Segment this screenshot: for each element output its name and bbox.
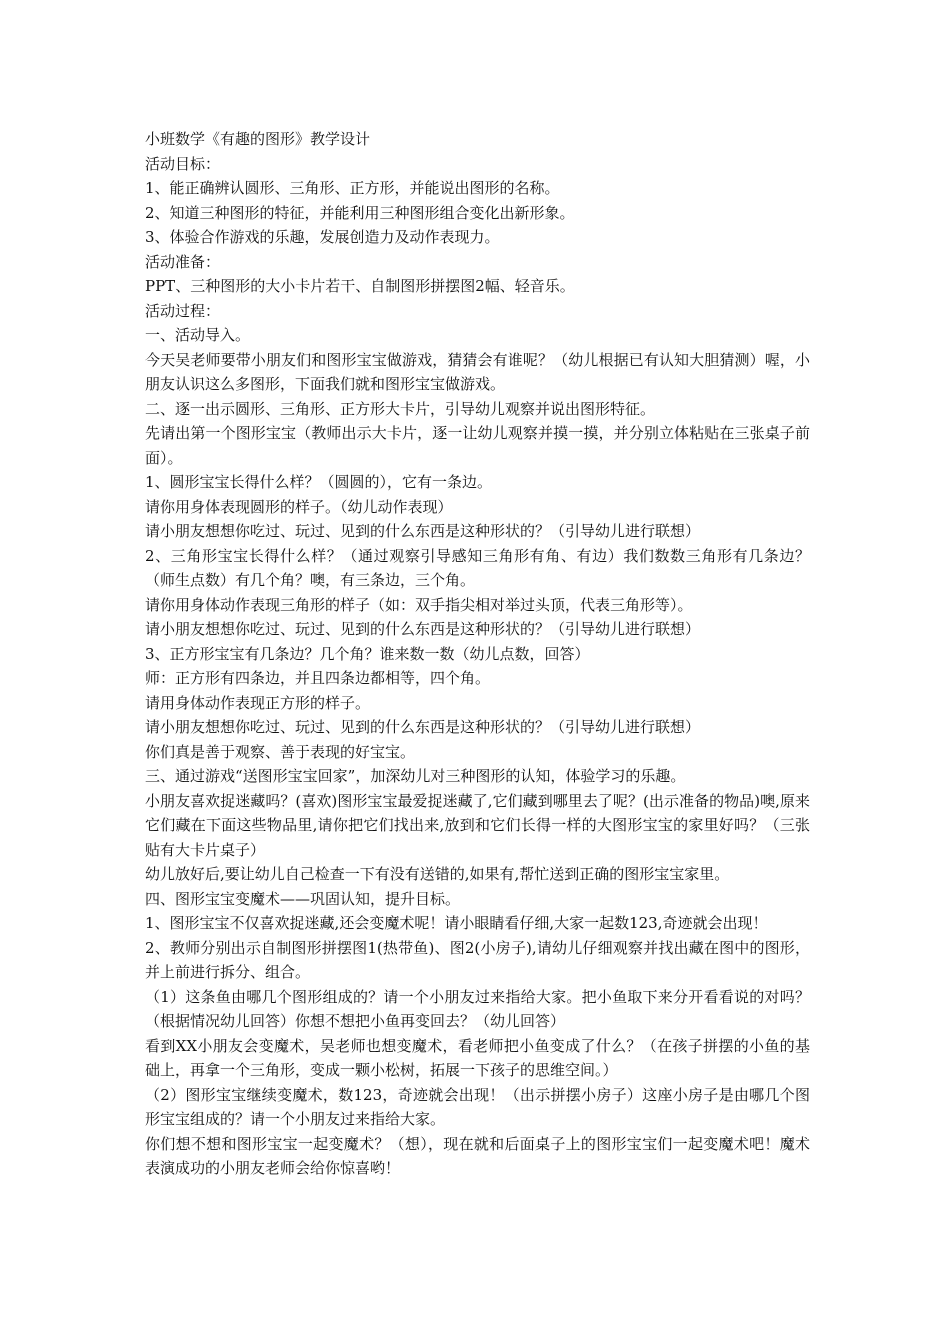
- paragraph: 请小朋友想想你吃过、玩过、见到的什么东西是这种形状的？（引导幼儿进行联想）: [145, 620, 701, 638]
- document-body: [145, 127, 810, 1181]
- goal-item: 2、知道三种图形的特征，并能利用三种图形组合变化出新形象。: [145, 203, 575, 222]
- paragraph: 请你用身体表现圆形的样子。（幼儿动作表现）: [145, 497, 453, 516]
- goal-item: 1、能正确辨认圆形、三角形、正方形，并能说出图形的名称。: [145, 179, 560, 197]
- paragraph: 3、正方形宝宝有几条边？几个角？谁来数一数（幼儿点数，回答）: [145, 644, 590, 663]
- document-title: 小班数学《有趣的图形》教学设计: [145, 130, 371, 148]
- paragraph: 今天吴老师要带小朋友们和图形宝宝做游戏，猜猜会有谁呢？（幼儿根据已有认知大胆猜测）喔，小朋友认识这么多图形，下面我们就和图形宝宝做游戏。: [145, 350, 810, 393]
- paragraph: 请你用身体动作表现三角形的样子（如：双手指尖相对举过头顶，代表三角形等）。: [145, 595, 693, 614]
- paragraph: （1）这条鱼由哪几个图形组成的？请一个小朋友过来指给大家。把小鱼取下来分开看看说的对吗？（根据情况幼儿回答）你想不想把小鱼再变回去？（幼儿回答）: [145, 987, 810, 1030]
- paragraph: 幼儿放好后,要让幼儿自己检查一下有没有送错的,如果有,帮忙送到正确的图形宝宝家里。: [145, 865, 730, 883]
- preparation-text: PPT、三种图形的大小卡片若干、自制图形拼摆图2幅、轻音乐。: [145, 277, 575, 295]
- step-heading: 四、图形宝宝变魔术——巩固认知，提升目标。: [145, 889, 461, 908]
- paragraph: 看到XX小朋友会变魔术，吴老师也想变魔术，看老师把小鱼变成了什么？（在孩子拼摆的小鱼的基础上，再拿一个三角形，变成一颗小松树，拓展一下孩子的思维空间。）: [145, 1036, 810, 1079]
- paragraph: 你们想不想和图形宝宝一起变魔术？（想），现在就和后面桌子上的图形宝宝们一起变魔术吧！魔术表演成功的小朋友老师会给你惊喜哟！: [145, 1134, 810, 1177]
- section-heading-process: 活动过程：: [145, 301, 221, 320]
- section-heading-goals: 活动目标：: [145, 154, 221, 173]
- paragraph: 师：正方形有四条边，并且四条边都相等，四个角。: [145, 669, 491, 687]
- step-heading: 一、活动导入。: [145, 326, 251, 344]
- paragraph: 1、圆形宝宝长得什么样？（圆圆的），它有一条边。: [145, 473, 493, 491]
- paragraph: 请小朋友想想你吃过、玩过、见到的什么东西是这种形状的？（引导幼儿进行联想）: [145, 522, 701, 540]
- paragraph: 先请出第一个图形宝宝（教师出示大卡片，逐一让幼儿观察并摸一摸，并分别立体粘贴在三张桌子前面）。: [145, 424, 810, 467]
- paragraph: 小朋友喜欢捉迷藏吗？(喜欢)图形宝宝最爱捉迷藏了,它们藏到哪里去了呢？(出示准备的物品)噢,原来它们藏在下面这些物品里,请你把它们找出来,放到和它们长得一样的大图形宝宝的家里好吗？（三张贴有大卡片桌子）: [145, 791, 810, 859]
- step-heading: 二、逐一出示圆形、三角形、正方形大卡片，引导幼儿观察并说出图形特征。: [145, 399, 656, 418]
- section-heading-preparation: 活动准备：: [145, 252, 221, 271]
- step-heading: 三、通过游戏“送图形宝宝回家”，加深幼儿对三种图形的认知，体验学习的乐趣。: [145, 767, 686, 785]
- paragraph: （2）图形宝宝继续变魔术，数123，奇迹就会出现！（出示拼摆小房子）这座小房子是由哪几个图形宝宝组成的？请一个小朋友过来指给大家。: [145, 1085, 810, 1128]
- paragraph: 1、图形宝宝不仅喜欢捉迷藏,还会变魔术呢！请小眼睛看仔细,大家一起数123,奇迹就会出现！: [145, 914, 768, 932]
- paragraph: 你们真是善于观察、善于表现的好宝宝。: [145, 742, 416, 761]
- paragraph: 2、三角形宝宝长得什么样？（通过观察引导感知三角形有角、有边）我们数数三角形有几条边？（师生点数）有几个角？噢，有三条边，三个角。: [145, 546, 810, 589]
- paragraph: 2、教师分别出示自制图形拼摆图1(热带鱼)、图2(小房子),请幼儿仔细观察并找出藏在图中的图形，并上前进行拆分、组合。: [145, 938, 810, 981]
- goal-item: 3、体验合作游戏的乐趣，发展创造力及动作表现力。: [145, 228, 500, 246]
- paragraph: 请用身体动作表现正方形的样子。: [145, 693, 371, 712]
- paragraph: 请小朋友想想你吃过、玩过、见到的什么东西是这种形状的？（引导幼儿进行联想）: [145, 718, 701, 736]
